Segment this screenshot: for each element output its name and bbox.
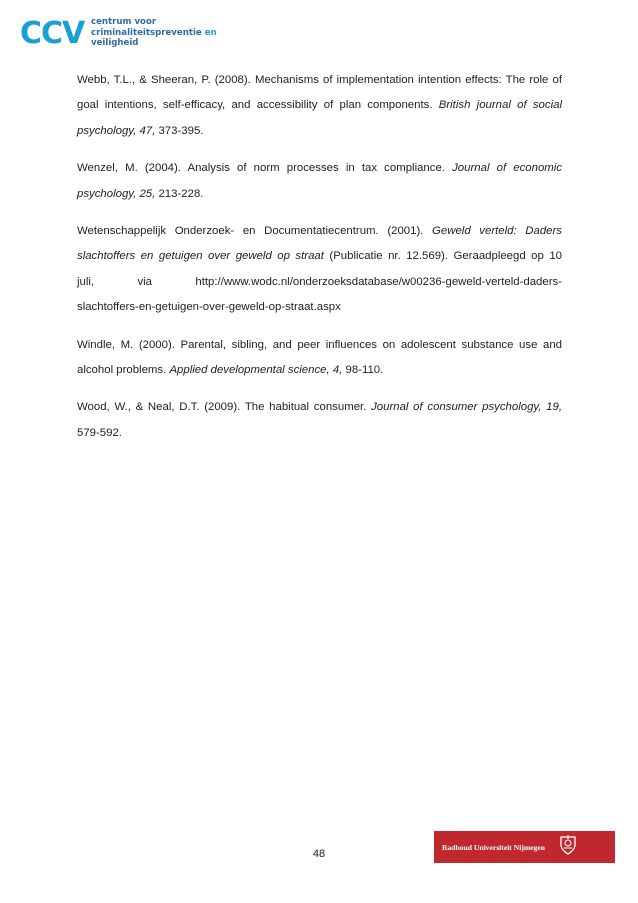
ccv-logo [20, 14, 220, 54]
ccv-logo-line-2 [91, 28, 221, 39]
reference-text: Windle, M. (2000). Parental, sibling, and peer influences on adolescent substance use and alcohol problems. [77, 338, 562, 377]
reference-title: Geweld verteld: Daders slachtoffers en getuigen over geweld op straat [77, 225, 562, 263]
reference-via: via [137, 275, 153, 288]
reference-journal: Journal of consumer psychology, 19, [371, 401, 562, 414]
reference-pages: 98-110. [342, 364, 384, 377]
reference-journal: Applied developmental science, 4, [169, 364, 343, 377]
ccv-logo-subtitle [91, 17, 221, 49]
reference-wenzel [77, 156, 562, 207]
reference-text: Wood, W., & Neal, D.T. (2009). The habitual consumer. [77, 401, 372, 414]
reference-journal: Journal of economic psychology, 25, [77, 162, 563, 200]
ccv-logo-line-3: veiligheid [91, 38, 139, 48]
reference-journal: British journal of social psychology, 47, [77, 99, 562, 137]
ccv-logo-line-2b: en [201, 27, 217, 38]
radboud-logo [434, 831, 615, 863]
reference-webb [77, 68, 562, 144]
ccv-logo-line-1: centrum voor [91, 17, 157, 27]
radboud-emblem-icon [559, 834, 577, 861]
radboud-logo-text: Radboud Universiteit Nijmegen [442, 842, 545, 852]
reference-pages: 373-395. [155, 124, 204, 137]
reference-url: http://www.wodc.nl/onderzoeksdatabase/w00236-geweld-verteld-daders- [195, 275, 562, 288]
reference-wodc-body [77, 219, 562, 270]
reference-pages: 579-592. [77, 426, 122, 439]
page-number: 48 [312, 848, 326, 860]
reference-wodc-url-line [77, 270, 562, 295]
reference-text: Webb, T.L., & Sheeran, P. (2008). Mechanisms of implementation intention effects: The role of goal intentions, self-efficacy, and accessibility of plan components. [77, 74, 562, 112]
reference-wood [77, 395, 562, 446]
reference-wodc [77, 219, 562, 321]
reference-list [77, 68, 562, 458]
reference-pages: 213-228. [155, 187, 204, 200]
reference-publication: (Publicatie nr. 12.569). Geraadpleegd op 10 [323, 250, 562, 263]
reference-text: Wenzel, M. (2004). Analysis of norm processes in tax compliance. [77, 162, 453, 175]
ccv-logo-line-2a: criminaliteitspreventie [91, 27, 202, 38]
ccv-logo-letters: CCV [20, 16, 85, 51]
reference-text: Wetenschappelijk Onderzoek- en Documentatiecentrum. (2001). [77, 225, 433, 238]
reference-windle [77, 333, 562, 384]
reference-date: juli, [77, 275, 95, 288]
reference-url-continuation: slachtoffers-en-getuigen-over-geweld-op-straat.aspx [77, 301, 341, 314]
